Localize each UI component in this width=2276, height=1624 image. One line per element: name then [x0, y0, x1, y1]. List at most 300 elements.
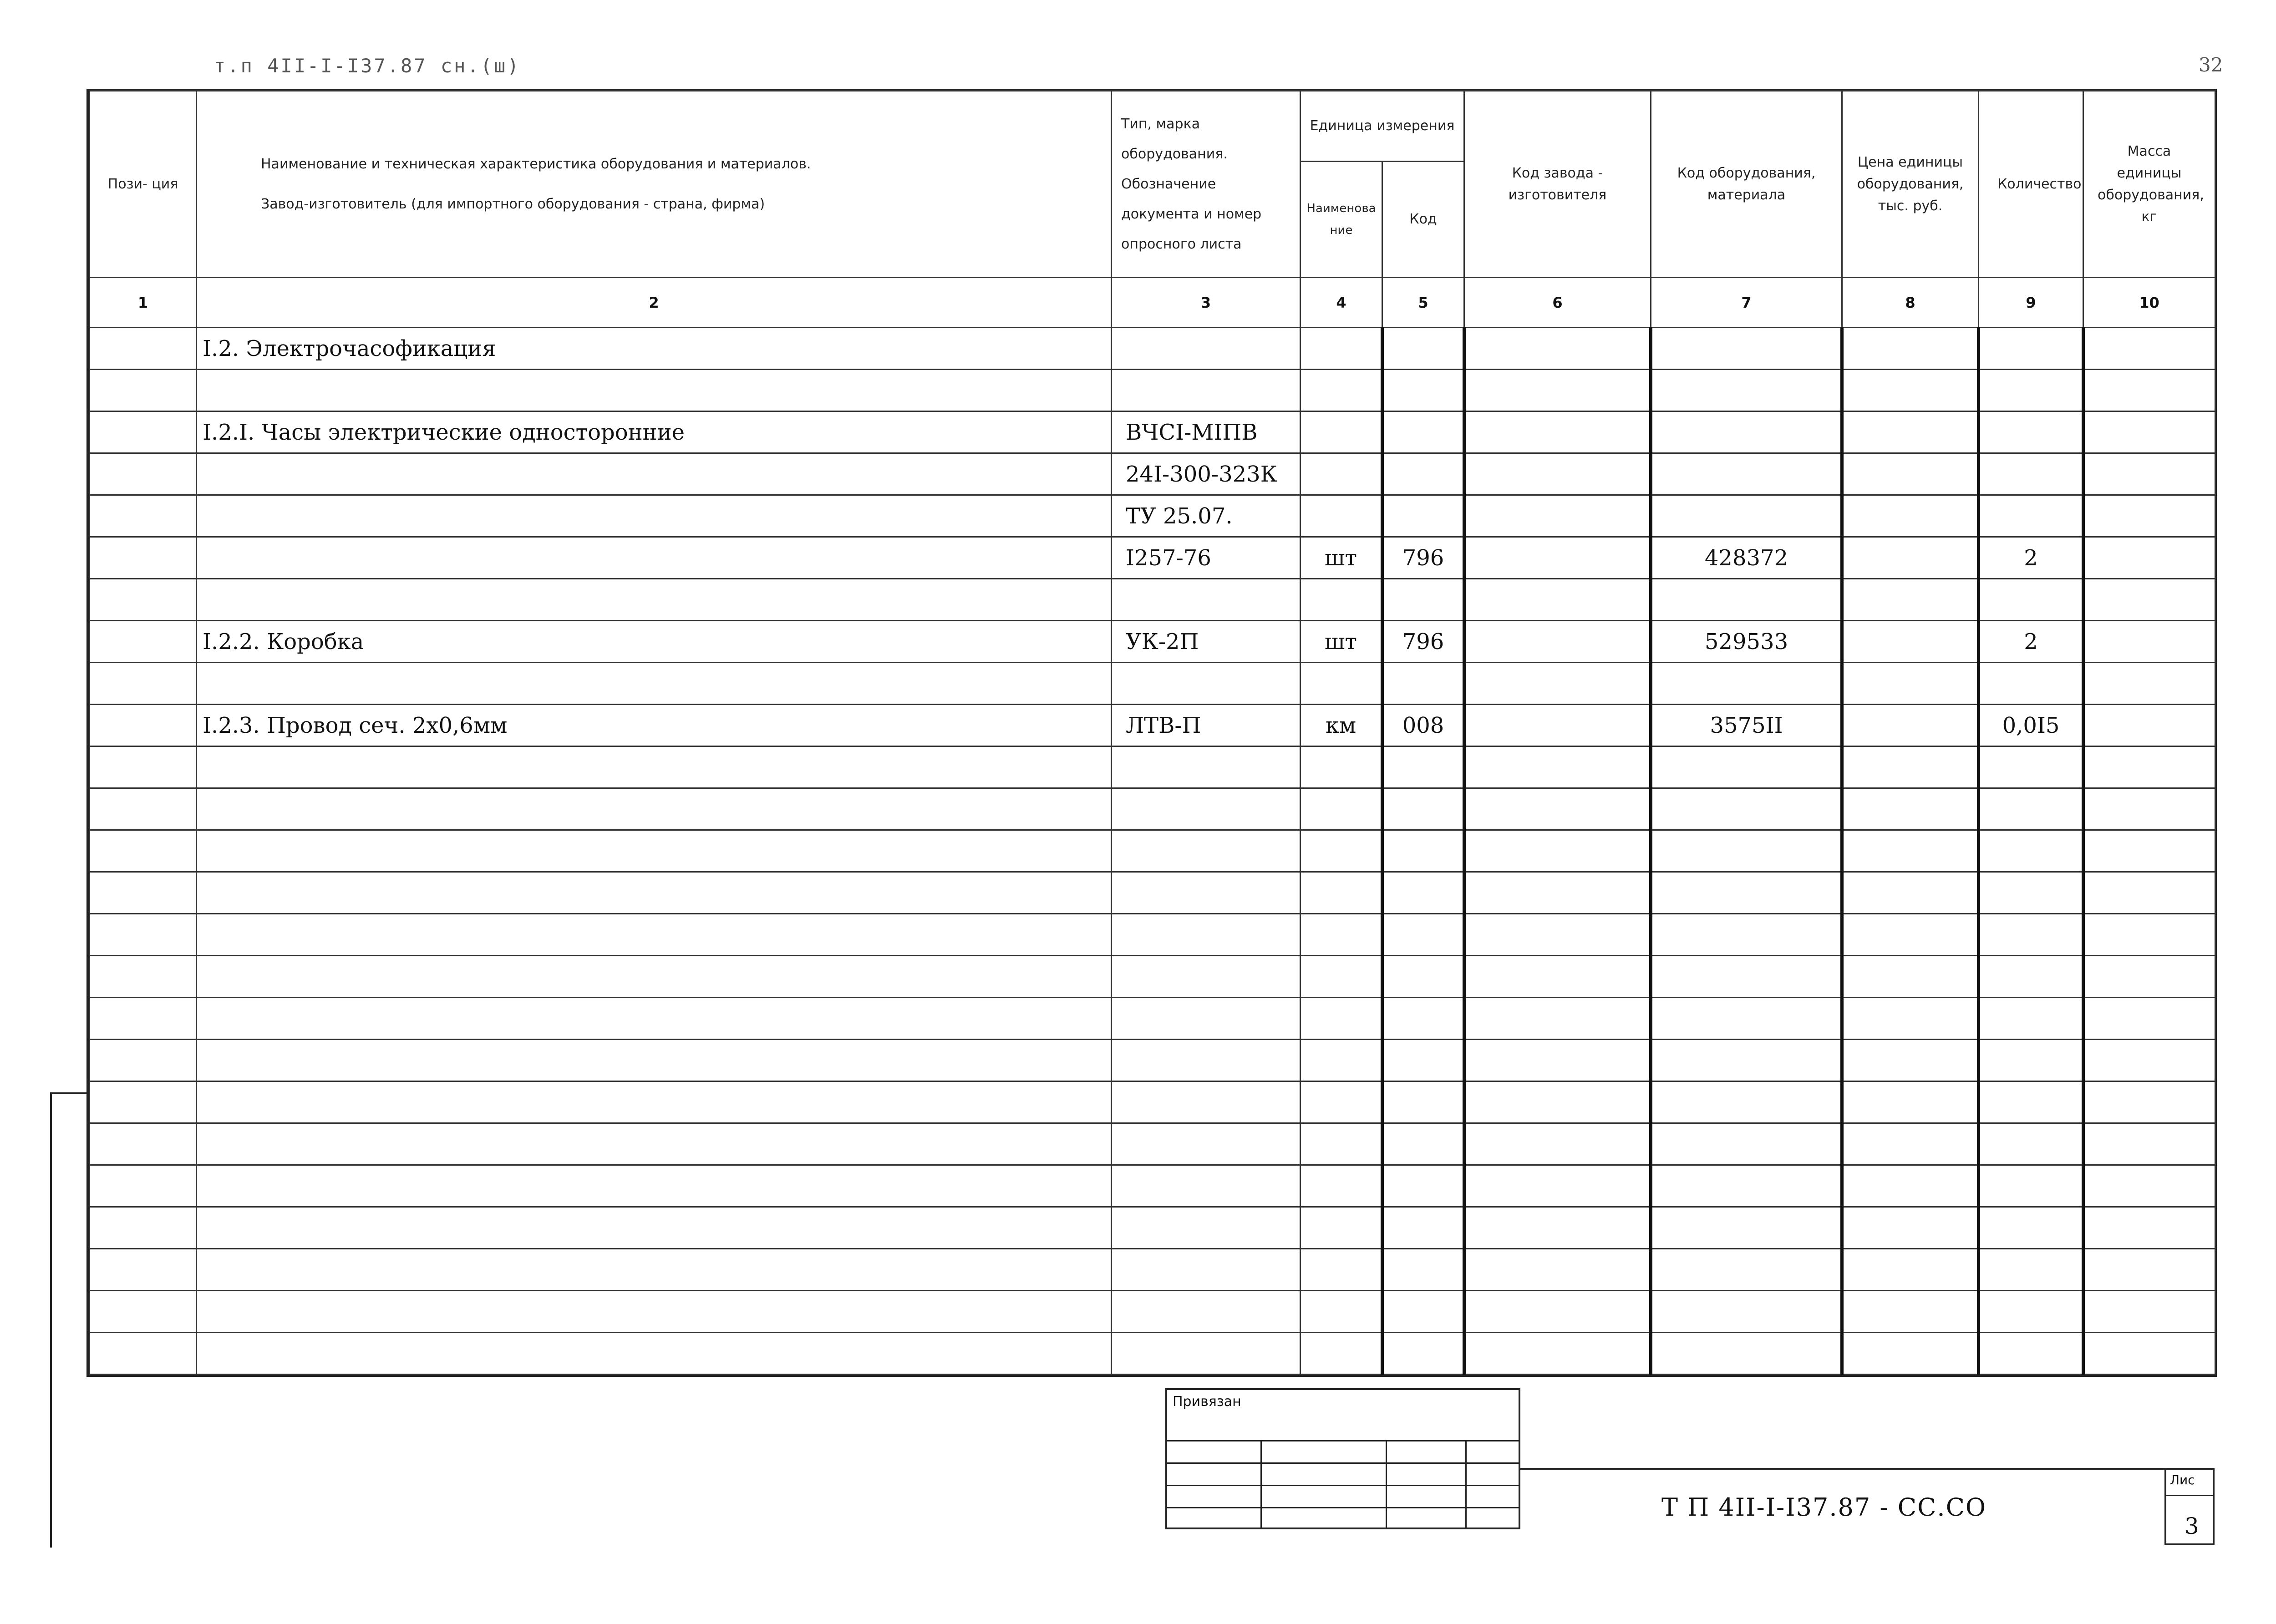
cell-price [1842, 411, 1979, 453]
cell-type [1112, 579, 1301, 621]
cell-mass [2083, 1249, 2215, 1291]
table-row [90, 663, 2215, 705]
cell-type [1112, 1081, 1301, 1123]
cell-type [1112, 998, 1301, 1040]
cell-name [197, 872, 1112, 914]
cell-price [1842, 1291, 1979, 1333]
cell-unit: шт [1301, 537, 1382, 579]
cell-mass [2083, 411, 2215, 453]
cell-name [197, 1291, 1112, 1333]
cell-plant [1464, 788, 1651, 830]
cell-code [1382, 746, 1464, 788]
cell-eqcode [1651, 998, 1842, 1040]
cell-code [1382, 1249, 1464, 1291]
header-name [197, 91, 1112, 278]
cell-mass [2083, 537, 2215, 579]
cell-eqcode [1651, 1207, 1842, 1249]
cell-eqcode [1651, 830, 1842, 872]
cell-eqcode: 428372 [1651, 537, 1842, 579]
cell-mass [2083, 788, 2215, 830]
cell-qty [1979, 370, 2083, 411]
column-number: 5 [1382, 278, 1464, 328]
cell-name [197, 1081, 1112, 1123]
cell-mass [2083, 453, 2215, 495]
table-row [90, 370, 2215, 411]
table-row [90, 1040, 2215, 1081]
cell-code: 796 [1382, 621, 1464, 663]
cell-eqcode [1651, 1249, 1842, 1291]
cell-qty [1979, 872, 2083, 914]
cell-mass [2083, 1207, 2215, 1249]
cell-unit [1301, 328, 1382, 370]
cell-code [1382, 788, 1464, 830]
cell-type [1112, 328, 1301, 370]
cell-code [1382, 1081, 1464, 1123]
cell-mass [2083, 1081, 2215, 1123]
cell-unit [1301, 579, 1382, 621]
cell-qty: 2 [1979, 537, 2083, 579]
cell-qty [1979, 1081, 2083, 1123]
cell-position [90, 328, 197, 370]
cell-mass [2083, 998, 2215, 1040]
cell-price [1842, 872, 1979, 914]
binding-stamp [1165, 1388, 1520, 1529]
cell-qty [1979, 788, 2083, 830]
cell-position [90, 1249, 197, 1291]
cell-plant [1464, 746, 1651, 788]
cell-eqcode [1651, 1333, 1842, 1375]
title-block-line [1520, 1468, 2167, 1470]
cell-name [197, 495, 1112, 537]
cell-eqcode [1651, 370, 1842, 411]
cell-plant [1464, 1165, 1651, 1207]
column-number: 2 [197, 278, 1112, 328]
header-name-line1: Наименование и техническая характеристика оборудования и материалов. [261, 156, 811, 172]
cell-unit [1301, 495, 1382, 537]
cell-plant [1464, 914, 1651, 956]
cell-eqcode [1651, 1165, 1842, 1207]
cell-qty [1979, 1207, 2083, 1249]
cell-price [1842, 1207, 1979, 1249]
cell-type: ЛТВ-П [1112, 705, 1301, 746]
cell-qty [1979, 1249, 2083, 1291]
cell-unit [1301, 914, 1382, 956]
table-row [90, 1207, 2215, 1249]
header-name-line2: Завод-изготовитель (для импортного оборудования - страна, фирма) [261, 196, 765, 212]
cell-plant [1464, 1081, 1651, 1123]
header-equipment-code: Код оборудования, материала [1651, 91, 1842, 278]
cell-code [1382, 411, 1464, 453]
cell-code [1382, 495, 1464, 537]
cell-name [197, 830, 1112, 872]
cell-name [197, 956, 1112, 998]
cell-plant [1464, 579, 1651, 621]
cell-position [90, 872, 197, 914]
cell-eqcode [1651, 914, 1842, 956]
cell-position [90, 621, 197, 663]
cell-name [197, 746, 1112, 788]
cell-plant [1464, 370, 1651, 411]
cell-name [197, 1207, 1112, 1249]
stamp-divider [1260, 1440, 1262, 1528]
cell-unit [1301, 453, 1382, 495]
cell-eqcode [1651, 956, 1842, 998]
cell-mass [2083, 1123, 2215, 1165]
cell-price [1842, 328, 1979, 370]
cell-qty [1979, 914, 2083, 956]
cell-code [1382, 956, 1464, 998]
column-number: 1 [90, 278, 197, 328]
cell-code [1382, 1040, 1464, 1081]
cell-name: I.2.3. Провод сеч. 2х0,6мм [197, 705, 1112, 746]
cell-price [1842, 1249, 1979, 1291]
cell-qty [1979, 579, 2083, 621]
cell-mass [2083, 956, 2215, 998]
cell-plant [1464, 830, 1651, 872]
cell-plant [1464, 1123, 1651, 1165]
cell-plant [1464, 956, 1651, 998]
cell-name [197, 1165, 1112, 1207]
cell-type: ТУ 25.07. [1112, 495, 1301, 537]
header-unit-code: Код [1382, 162, 1464, 278]
sheet-number-box [2164, 1468, 2215, 1545]
column-number: 10 [2083, 278, 2215, 328]
cell-price [1842, 537, 1979, 579]
table-row [90, 1333, 2215, 1375]
cell-plant [1464, 411, 1651, 453]
document-code-top: т.п 4II-I-I37.87 сн.(ш) [214, 55, 521, 77]
document-code: Т П 4II-I-I37.87 - СС.СО [1661, 1493, 1987, 1522]
cell-plant [1464, 1207, 1651, 1249]
cell-unit [1301, 1081, 1382, 1123]
cell-name [197, 998, 1112, 1040]
cell-position [90, 663, 197, 705]
cell-type: 24I-300-323К [1112, 453, 1301, 495]
table-row [90, 914, 2215, 956]
cell-plant [1464, 705, 1651, 746]
cell-qty [1979, 1123, 2083, 1165]
specification-table [89, 90, 2216, 1375]
cell-position [90, 1291, 197, 1333]
cell-price [1842, 914, 1979, 956]
cell-price [1842, 370, 1979, 411]
cell-price [1842, 495, 1979, 537]
header-quantity: Количество [1979, 91, 2083, 278]
cell-price [1842, 453, 1979, 495]
cell-type [1112, 788, 1301, 830]
cell-qty [1979, 830, 2083, 872]
cell-plant [1464, 328, 1651, 370]
cell-mass [2083, 705, 2215, 746]
cell-position [90, 956, 197, 998]
cell-code [1382, 872, 1464, 914]
stamp-label: Привязан [1173, 1394, 1241, 1410]
cell-unit [1301, 663, 1382, 705]
cell-name [197, 788, 1112, 830]
cell-position [90, 998, 197, 1040]
cell-code [1382, 328, 1464, 370]
cell-type [1112, 914, 1301, 956]
stamp-divider [1386, 1440, 1387, 1528]
cell-type [1112, 1249, 1301, 1291]
cell-name: I.2.2. Коробка [197, 621, 1112, 663]
cell-qty [1979, 998, 2083, 1040]
cell-name [197, 370, 1112, 411]
cell-price [1842, 788, 1979, 830]
table-row [90, 537, 2215, 579]
cell-position [90, 579, 197, 621]
header-mass: Масса единицы оборудования, кг [2083, 91, 2215, 278]
cell-qty [1979, 453, 2083, 495]
cell-code [1382, 998, 1464, 1040]
cell-eqcode [1651, 1291, 1842, 1333]
cell-eqcode [1651, 411, 1842, 453]
cell-name [197, 1249, 1112, 1291]
cell-unit [1301, 830, 1382, 872]
cell-unit [1301, 998, 1382, 1040]
cell-qty: 2 [1979, 621, 2083, 663]
cell-code [1382, 370, 1464, 411]
cell-unit [1301, 1249, 1382, 1291]
cell-code [1382, 914, 1464, 956]
cell-mass [2083, 830, 2215, 872]
cell-unit [1301, 1123, 1382, 1165]
cell-price [1842, 830, 1979, 872]
cell-mass [2083, 663, 2215, 705]
cell-unit [1301, 746, 1382, 788]
cell-name [197, 1040, 1112, 1081]
cell-code [1382, 453, 1464, 495]
cell-position [90, 411, 197, 453]
cell-type [1112, 1207, 1301, 1249]
cell-mass [2083, 579, 2215, 621]
cell-code [1382, 1333, 1464, 1375]
cell-name [197, 579, 1112, 621]
cell-mass [2083, 1333, 2215, 1375]
cell-price [1842, 663, 1979, 705]
cell-price [1842, 705, 1979, 746]
cell-plant [1464, 1333, 1651, 1375]
cell-unit [1301, 788, 1382, 830]
cell-plant [1464, 1291, 1651, 1333]
cell-eqcode [1651, 788, 1842, 830]
header-plant-code: Код завода - изготовителя [1464, 91, 1651, 278]
cell-position [90, 1123, 197, 1165]
cell-position [90, 1081, 197, 1123]
cell-type [1112, 1333, 1301, 1375]
cell-code: 008 [1382, 705, 1464, 746]
cell-type [1112, 746, 1301, 788]
header-price: Цена единицы оборудования, тыс. руб. [1842, 91, 1979, 278]
cell-mass [2083, 1165, 2215, 1207]
cell-position [90, 788, 197, 830]
cell-position [90, 1333, 197, 1375]
cell-code [1382, 579, 1464, 621]
cell-type: I257-76 [1112, 537, 1301, 579]
cell-code [1382, 830, 1464, 872]
cell-qty [1979, 1165, 2083, 1207]
header-position: Пози- ция [90, 91, 197, 278]
table-row [90, 1291, 2215, 1333]
stamp-divider [1465, 1440, 1467, 1528]
table-row [90, 328, 2215, 370]
sheet-label: Лис [2170, 1472, 2195, 1487]
cell-price [1842, 1333, 1979, 1375]
cell-price [1842, 1123, 1979, 1165]
cell-qty [1979, 1040, 2083, 1081]
cell-price [1842, 1165, 1979, 1207]
column-number: 7 [1651, 278, 1842, 328]
cell-code [1382, 1123, 1464, 1165]
cell-type [1112, 1165, 1301, 1207]
cell-unit: шт [1301, 621, 1382, 663]
column-number-row [90, 278, 2215, 328]
cell-unit [1301, 1040, 1382, 1081]
cell-code [1382, 1165, 1464, 1207]
cell-eqcode [1651, 579, 1842, 621]
cell-eqcode [1651, 495, 1842, 537]
cell-plant [1464, 495, 1651, 537]
table-row [90, 872, 2215, 914]
table-row [90, 746, 2215, 788]
cell-price [1842, 1081, 1979, 1123]
cell-plant [1464, 998, 1651, 1040]
cell-mass [2083, 914, 2215, 956]
cell-qty: 0,0I5 [1979, 705, 2083, 746]
cell-position [90, 705, 197, 746]
table-row [90, 788, 2215, 830]
cell-name [197, 1333, 1112, 1375]
cell-name [197, 537, 1112, 579]
cell-code [1382, 663, 1464, 705]
cell-price [1842, 998, 1979, 1040]
cell-unit [1301, 370, 1382, 411]
cell-eqcode [1651, 1040, 1842, 1081]
cell-eqcode [1651, 1123, 1842, 1165]
cell-name [197, 1123, 1112, 1165]
cell-unit [1301, 1333, 1382, 1375]
cell-type [1112, 1040, 1301, 1081]
cell-type [1112, 872, 1301, 914]
cell-plant [1464, 1249, 1651, 1291]
cell-plant [1464, 621, 1651, 663]
cell-mass [2083, 370, 2215, 411]
cell-mass [2083, 872, 2215, 914]
cell-mass [2083, 746, 2215, 788]
sheet-number: 3 [2185, 1513, 2199, 1539]
cell-price [1842, 1040, 1979, 1081]
cell-eqcode [1651, 328, 1842, 370]
cell-position [90, 370, 197, 411]
page-number-top: 32 [2199, 54, 2223, 76]
cell-position [90, 1207, 197, 1249]
cell-eqcode [1651, 663, 1842, 705]
cell-qty [1979, 663, 2083, 705]
cell-plant [1464, 537, 1651, 579]
cell-eqcode: 529533 [1651, 621, 1842, 663]
cell-type [1112, 956, 1301, 998]
table-row [90, 411, 2215, 453]
cell-unit [1301, 1291, 1382, 1333]
table-row [90, 1123, 2215, 1165]
cell-unit [1301, 956, 1382, 998]
cell-qty [1979, 956, 2083, 998]
cell-unit [1301, 411, 1382, 453]
cell-qty [1979, 411, 2083, 453]
cell-mass [2083, 1040, 2215, 1081]
table-row [90, 1081, 2215, 1123]
table-row [90, 956, 2215, 998]
column-number: 4 [1301, 278, 1382, 328]
cell-name [197, 453, 1112, 495]
table-row [90, 495, 2215, 537]
cell-qty [1979, 1333, 2083, 1375]
cell-name [197, 914, 1112, 956]
cell-position [90, 830, 197, 872]
cell-type: ВЧСI-МIПВ [1112, 411, 1301, 453]
cell-plant [1464, 453, 1651, 495]
cell-type [1112, 1123, 1301, 1165]
cell-price [1842, 621, 1979, 663]
column-number: 6 [1464, 278, 1651, 328]
cell-plant [1464, 663, 1651, 705]
cell-unit [1301, 872, 1382, 914]
cell-qty [1979, 1291, 2083, 1333]
cell-type [1112, 830, 1301, 872]
cell-qty [1979, 495, 2083, 537]
cell-position [90, 746, 197, 788]
cell-price [1842, 746, 1979, 788]
table-row [90, 579, 2215, 621]
table-row [90, 1165, 2215, 1207]
cell-unit: км [1301, 705, 1382, 746]
table-row [90, 705, 2215, 746]
cell-eqcode [1651, 746, 1842, 788]
cell-name [197, 663, 1112, 705]
cell-price [1842, 956, 1979, 998]
cell-name: I.2. Электрочасофикация [197, 328, 1112, 370]
table-row [90, 621, 2215, 663]
cell-qty [1979, 746, 2083, 788]
header-type: Тип, марка оборудования. Обозначение документа и номер опросного листа [1112, 91, 1301, 278]
cell-position [90, 1040, 197, 1081]
cell-plant [1464, 872, 1651, 914]
table-row [90, 830, 2215, 872]
cell-position [90, 453, 197, 495]
cell-mass [2083, 1291, 2215, 1333]
column-number: 8 [1842, 278, 1979, 328]
cell-position [90, 537, 197, 579]
cell-qty [1979, 328, 2083, 370]
cell-unit [1301, 1165, 1382, 1207]
cell-position [90, 495, 197, 537]
column-number: 9 [1979, 278, 2083, 328]
cell-plant [1464, 1040, 1651, 1081]
cell-type: УК-2П [1112, 621, 1301, 663]
cell-eqcode [1651, 872, 1842, 914]
cell-eqcode: 3575II [1651, 705, 1842, 746]
cell-eqcode [1651, 1081, 1842, 1123]
cell-mass [2083, 328, 2215, 370]
cell-code: 796 [1382, 537, 1464, 579]
header-unit-group: Единица измерения [1301, 91, 1464, 162]
table-row [90, 1249, 2215, 1291]
cell-name: I.2.I. Часы электрические односторонние [197, 411, 1112, 453]
table-row [90, 998, 2215, 1040]
cell-type [1112, 663, 1301, 705]
cell-mass [2083, 495, 2215, 537]
cell-position [90, 914, 197, 956]
